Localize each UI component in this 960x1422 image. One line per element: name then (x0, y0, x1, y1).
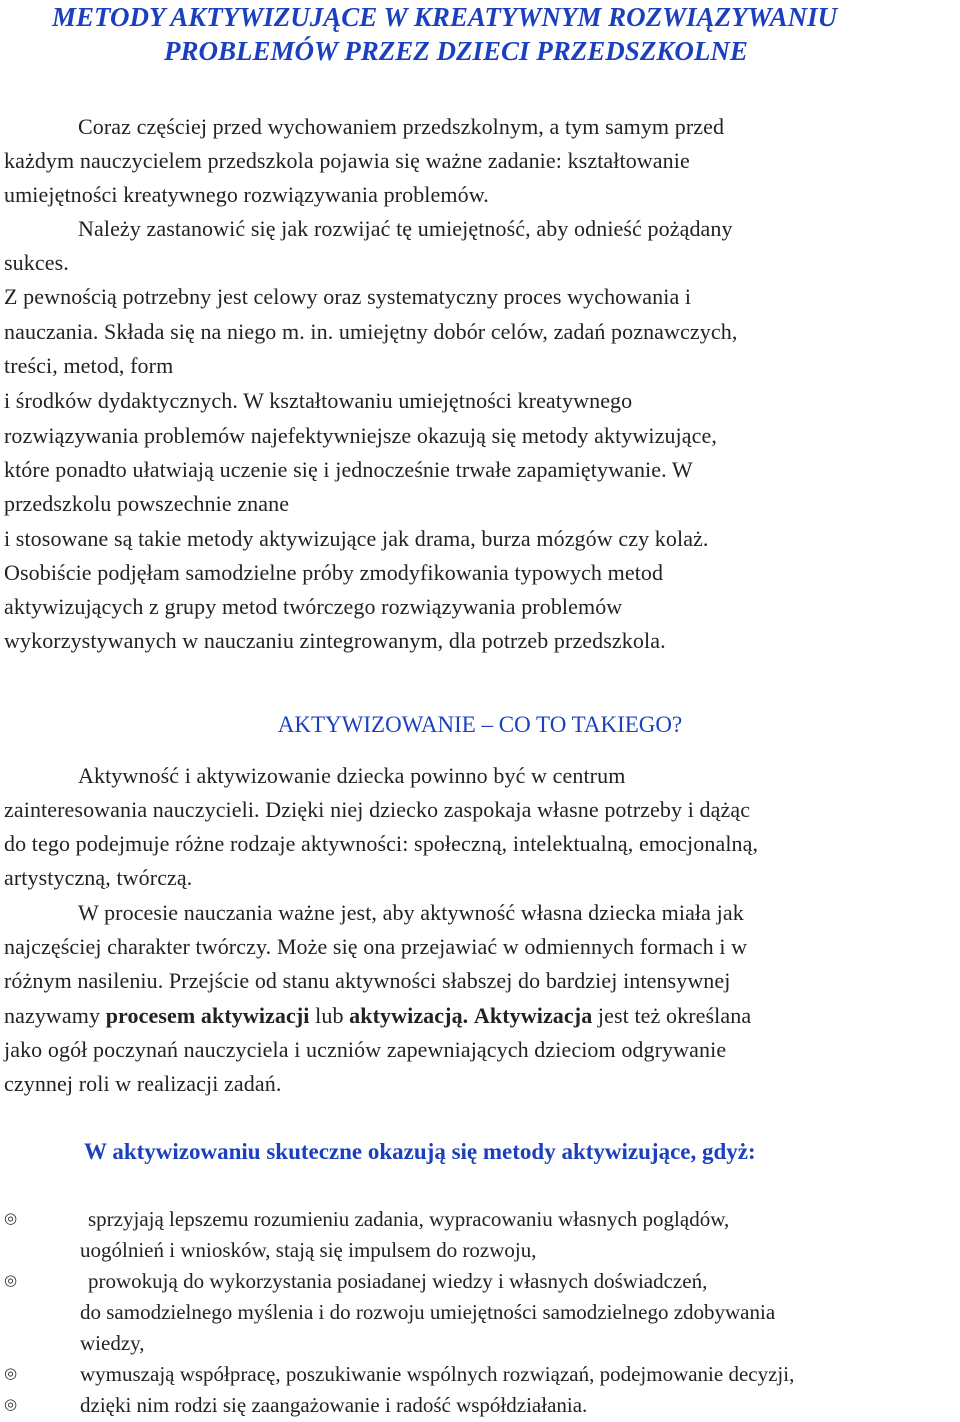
list-item (4, 1204, 956, 1266)
section2-line (4, 999, 952, 1033)
bullet-icon: ◎ (4, 1211, 18, 1227)
intro-text: i środków dydaktycznych. W kształtowaniu umiejętności kreatywnego (4, 388, 633, 413)
title-line-1: METODY AKTYWIZUJĄCE W KREATYWNYM ROZWIĄZYWANIU (52, 2, 838, 32)
list-item (4, 1390, 956, 1421)
intro-text: umiejętności kreatywnego rozwiązywania problemów. (4, 182, 489, 207)
intro-line (4, 590, 952, 624)
section2-line (4, 793, 952, 827)
list-item-text: prowokują do wykorzystania posiadanej wiedzy i własnych doświadczeń, (88, 1269, 708, 1293)
intro-line (4, 144, 952, 178)
intro-text: wykorzystywanych w nauczaniu zintegrowanym, dla potrzeb przedszkola. (4, 628, 666, 653)
bullet-icon: ◎ (4, 1397, 18, 1413)
section2-text: najczęściej charakter twórczy. Może się ona przejawiać w odmiennych formach i w (4, 934, 748, 959)
intro-line (4, 246, 952, 280)
section2-text: do tego podejmuje różne rodzaje aktywności: społeczną, intelektualną, emocjonalną, (4, 831, 759, 856)
intro-text: rozwiązywania problemów najefektywniejsze okazują się metody aktywizujące, (4, 423, 717, 448)
intro-text: nauczania. Składa się na niego m. in. umiejętny dobór celów, zadań poznawczych, (4, 319, 738, 344)
intro-text: sukces. (4, 250, 69, 275)
section2-line (4, 861, 952, 895)
bullet-icon: ◎ (4, 1366, 18, 1382)
list-item-text: dzięki nim rodzi się zaangażowanie i radość współdziałania. (80, 1393, 588, 1417)
section-heading: W aktywizowaniu skuteczne okazują się metody aktywizujące, gdyż: (84, 1139, 756, 1164)
bold-term: procesem aktywizacji (105, 1003, 310, 1028)
section2-text: jako ogół poczynań nauczyciela i uczniów zapewniających dzieciom odgrywanie (4, 1037, 727, 1062)
intro-text: i stosowane są takie metody aktywizujące jak drama, burza mózgów czy kolaż. (4, 526, 709, 551)
section2-line (4, 759, 952, 793)
intro-text: Z pewnością potrzebny jest celowy oraz systematyczny proces wychowania i (4, 284, 692, 309)
intro-line (4, 384, 952, 418)
section2-line (4, 1067, 952, 1101)
intro-line (4, 556, 952, 590)
list-item-text: uogólnień i wniosków, stają się impulsem do rozwoju, (80, 1238, 537, 1262)
section2-line (4, 930, 952, 964)
section2-line (4, 964, 952, 998)
list-item (4, 1266, 956, 1359)
bullet-icon: ◎ (4, 1273, 18, 1289)
section2-text: nazywamy (4, 1003, 106, 1028)
list-item-text: wymuszają współpracę, poszukiwanie wspólnych rozwiązań, podejmowanie decyzji, (80, 1362, 795, 1386)
intro-text: przedszkolu powszechnie znane (4, 491, 290, 516)
intro-line (4, 624, 952, 658)
intro-line (4, 315, 952, 349)
intro-line (4, 453, 952, 487)
section2-text: artystyczną, twórczą. (4, 865, 193, 890)
intro-text: Należy zastanowić się jak rozwijać tę umiejętność, aby odnieść pożądany (78, 216, 733, 241)
section2-text: lub (309, 1003, 350, 1028)
document-title (52, 0, 932, 68)
intro-line (4, 178, 952, 212)
intro-text: Osobiście podjęłam samodzielne próby zmodyfikowania typowych metod (4, 560, 664, 585)
intro-line (4, 419, 952, 453)
section2-text: różnym nasileniu. Przejście od stanu aktywności słabszej do bardziej intensywnej (4, 968, 731, 993)
intro-line (4, 522, 952, 556)
intro-text: treści, metod, form (4, 353, 174, 378)
section2-line (4, 1033, 952, 1067)
section2-line (4, 827, 952, 861)
section2-line (4, 896, 952, 930)
section2-text: Aktywność i aktywizowanie dziecka powinno być w centrum (78, 763, 626, 788)
bold-term: Aktywizacja (473, 1003, 593, 1028)
bold-term: aktywizacją. (349, 1003, 469, 1028)
list-item-text: sprzyjają lepszemu rozumieniu zadania, wypracowaniu własnych poglądów, (88, 1207, 730, 1231)
list-item (4, 1359, 956, 1390)
intro-line (4, 349, 952, 383)
section2-text: czynnej roli w realizacji zadań. (4, 1071, 282, 1096)
intro-line (4, 110, 952, 144)
intro-line (4, 487, 952, 521)
section2-text: zainteresowania nauczycieli. Dzięki niej dziecko zaspokaja własne potrzeby i dążąc (4, 797, 751, 822)
intro-text: które ponadto ułatwiają uczenie się i jednocześnie trwałe zapamiętywanie. W (4, 457, 693, 482)
intro-line (4, 280, 952, 314)
list-item-text: do samodzielnego myślenia i do rozwoju umiejętności samodzielnego zdobywania (80, 1300, 776, 1324)
list-item-text: wiedzy, (80, 1331, 145, 1355)
section2-text: jest też określana (592, 1003, 752, 1028)
title-line-2: PROBLEMÓW PRZEZ DZIECI PRZEDSZKOLNE (164, 36, 748, 66)
intro-text: Coraz częściej przed wychowaniem przedszkolnym, a tym samym przed (78, 114, 725, 139)
intro-line (4, 212, 952, 246)
section2-text: W procesie nauczania ważne jest, aby aktywność własna dziecka miała jak (78, 900, 744, 925)
section-heading: AKTYWIZOWANIE – CO TO TAKIEGO? (277, 712, 683, 737)
intro-text: aktywizujących z grupy metod twórczego rozwiązywania problemów (4, 594, 623, 619)
intro-text: każdym nauczycielem przedszkola pojawia się ważne zadanie: kształtowanie (4, 148, 690, 173)
